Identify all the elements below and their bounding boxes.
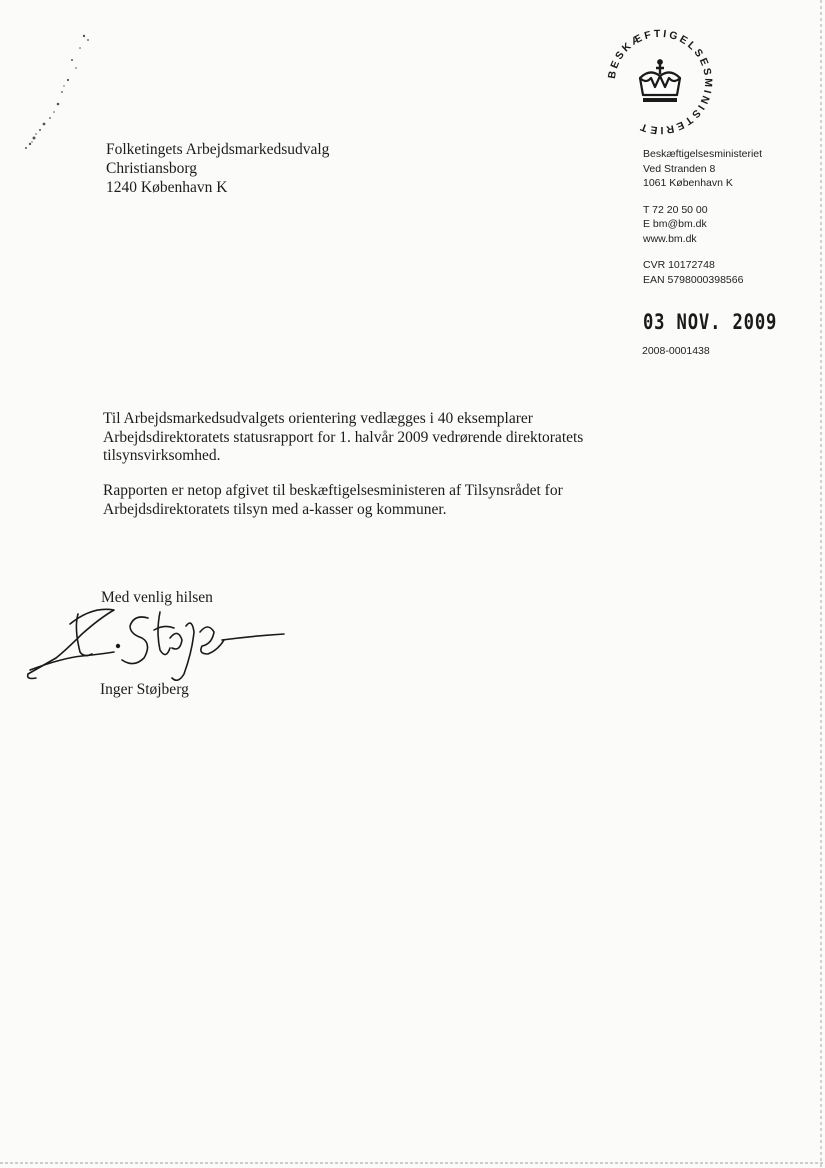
sender-contact-block — [643, 203, 762, 247]
sender-city: 1061 København K — [643, 177, 733, 189]
scan-specks — [14, 20, 104, 170]
recipient-line-3: 1240 København K — [106, 179, 228, 196]
recipient-address — [106, 140, 329, 197]
sender-ean: EAN 5798000398566 — [643, 273, 744, 286]
sender-phone: T 72 20 50 00 — [643, 203, 708, 216]
recipient-line-2: Christiansborg — [106, 160, 197, 177]
signer-name: Inger Støjberg — [100, 681, 189, 698]
seal-text: BESKÆFTIGELSESMINISTERIET — [605, 27, 715, 137]
sender-email: E bm@bm.dk — [643, 218, 707, 230]
signature — [22, 588, 292, 688]
sender-street: Ved Stranden 8 — [643, 162, 716, 175]
sender-web: www.bm.dk — [643, 232, 697, 245]
sender-address-block — [643, 147, 762, 191]
body-paragraph-2: Rapporten er netop afgivet til beskæftigelsesministeren af Tilsynsrådet for Arbejdsdirektoratets tilsyn med a-kasser og kommuner. — [103, 482, 563, 518]
scan-edge-bottom — [0, 1162, 825, 1164]
sender-registration-block — [643, 258, 762, 287]
recipient-line-1: Folketingets Arbejdsmarkedsudvalg — [106, 141, 330, 158]
royal-crown-icon — [640, 60, 680, 100]
sender-name: Beskæftigelsesministeriet — [643, 148, 763, 160]
sender-info — [643, 147, 762, 299]
date-stamp: 03 NOV. 2009 — [643, 310, 778, 334]
closing-greeting: Med venlig hilsen — [101, 589, 213, 606]
sender-cvr: CVR 10172748 — [643, 259, 715, 271]
case-number: 2008-0001438 — [642, 345, 710, 357]
ministry-seal — [600, 22, 720, 142]
body-paragraph-1: Til Arbejdsmarkedsudvalgets orientering vedlægges i 40 eksemplarer Arbejdsdirektoratets statusrapport for 1. halvår 2009 vedrørende direktoratets tilsynsvirksomhed. — [103, 410, 584, 464]
scan-edge-right — [820, 0, 822, 1168]
